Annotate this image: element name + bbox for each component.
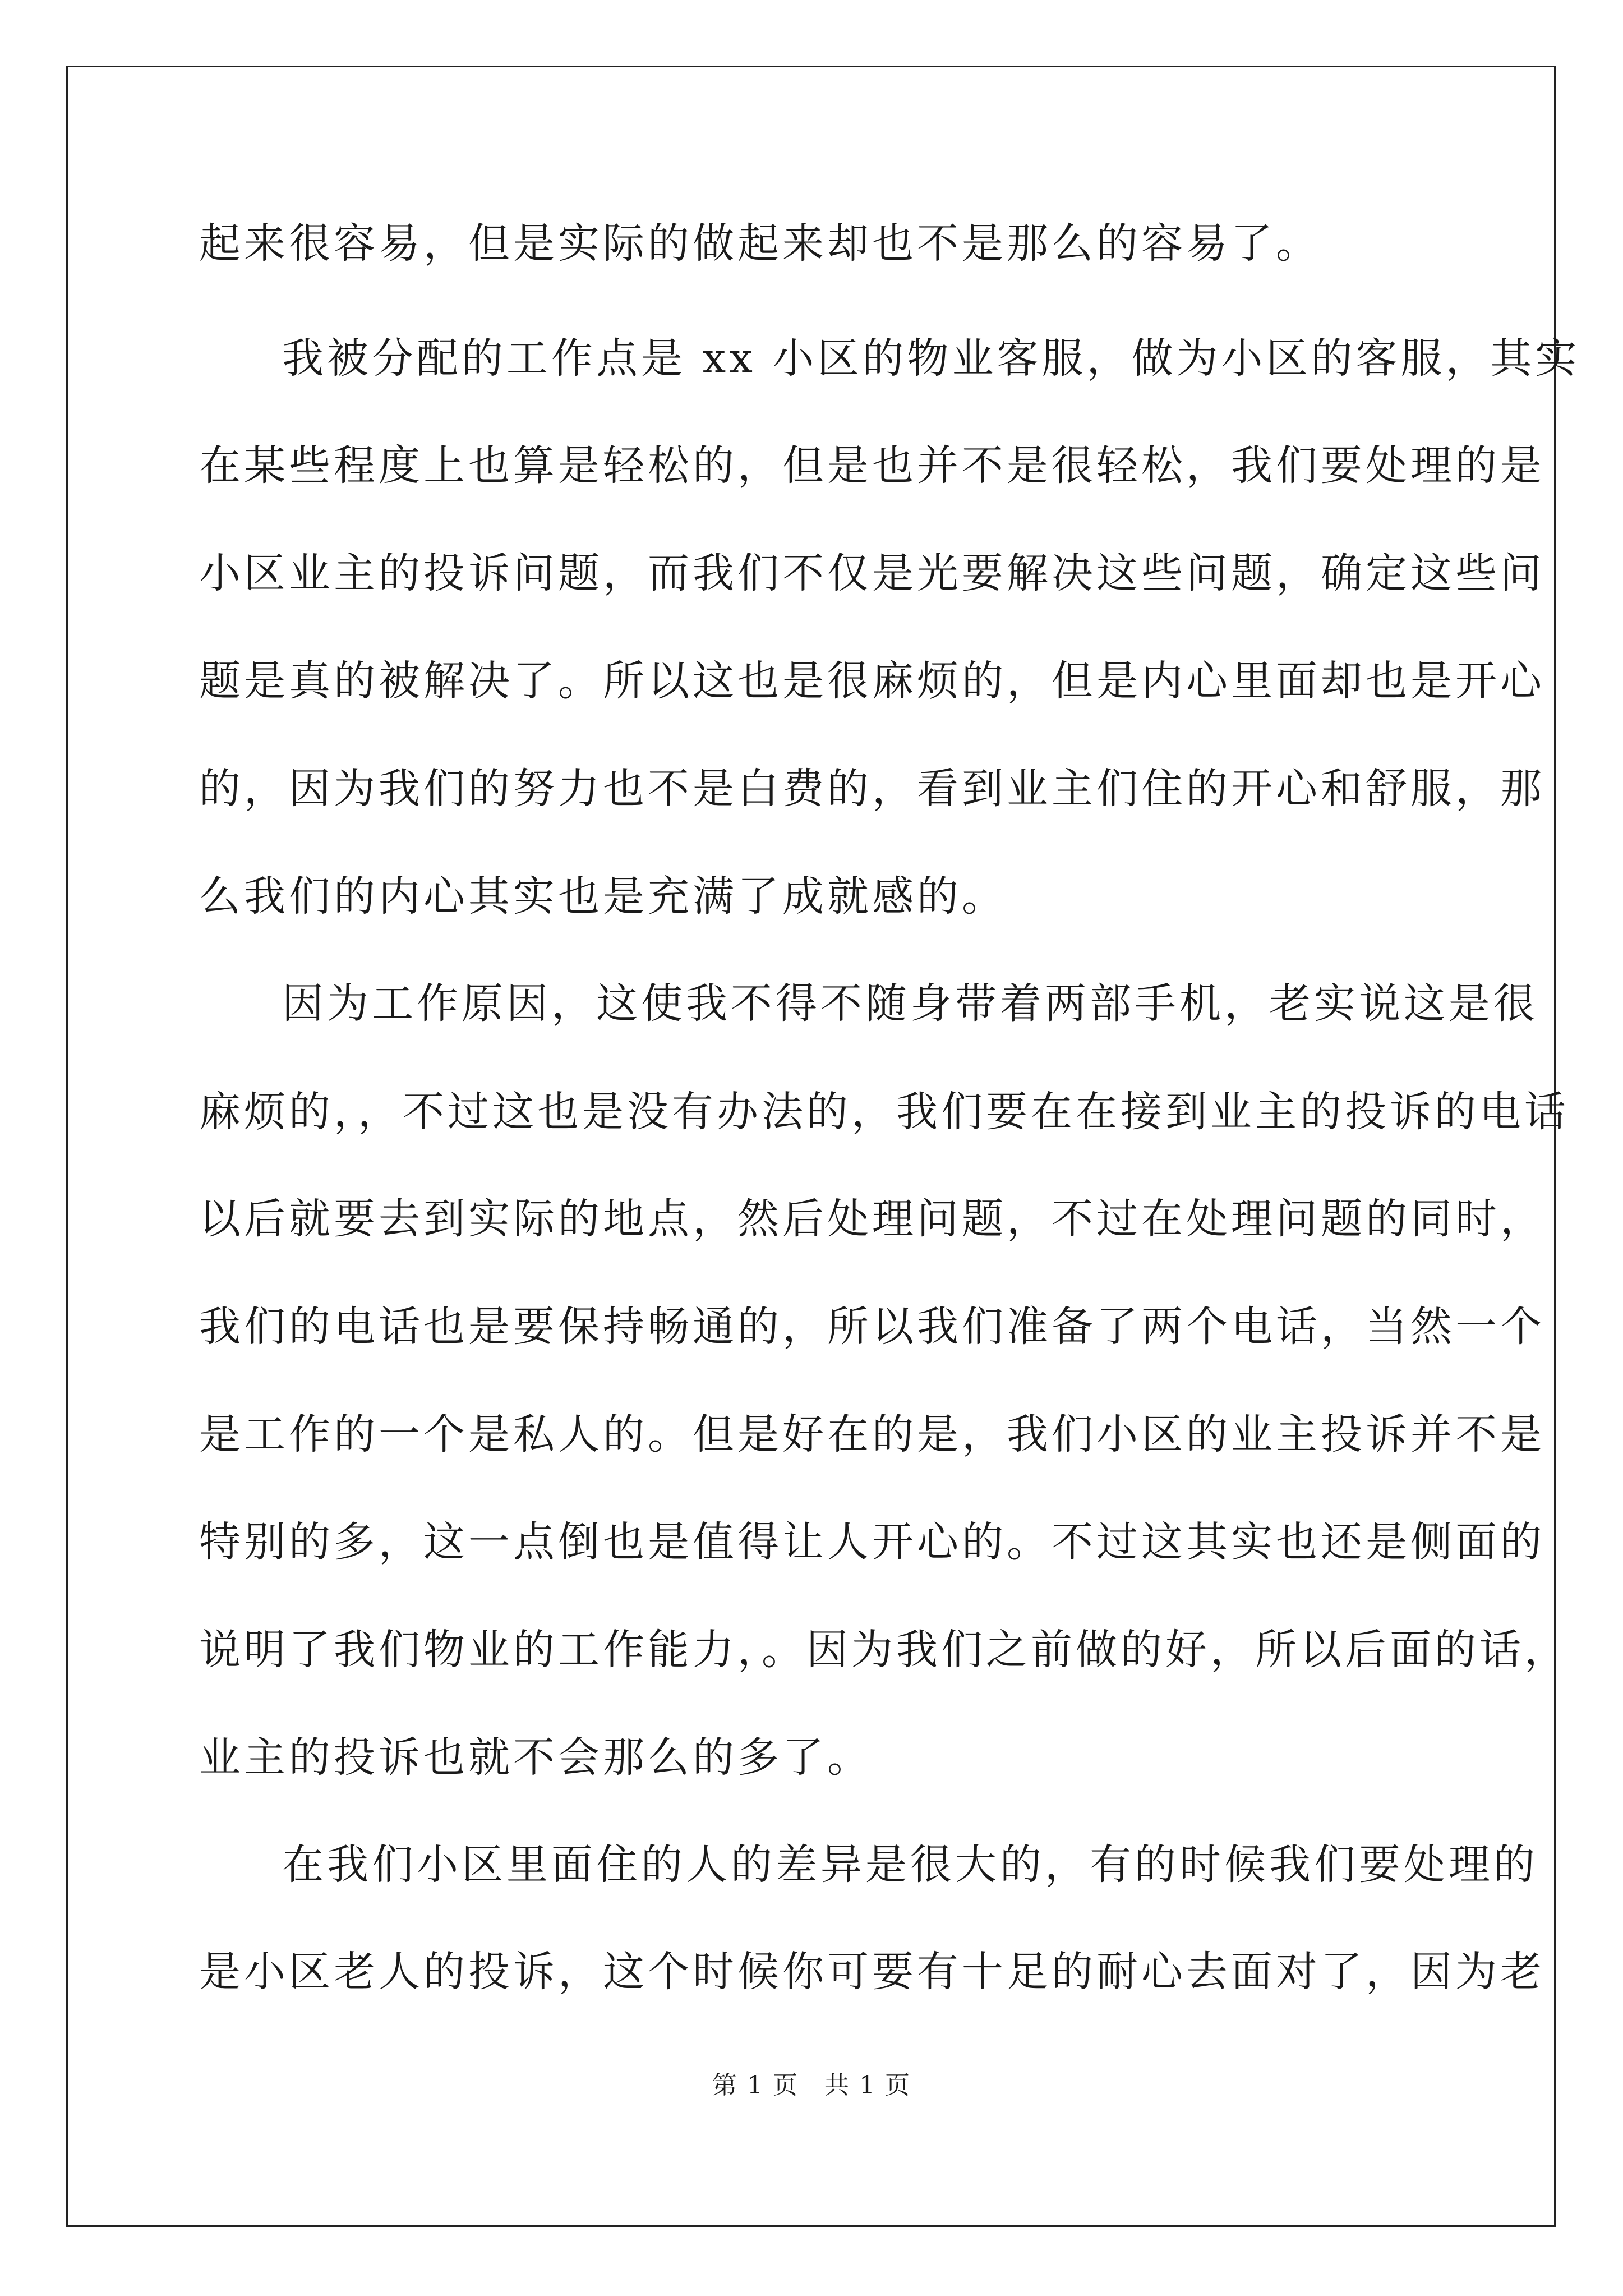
text-line: 我被分配的工作点是 xx 小区的物业客服，做为小区的客服，其实 (282, 334, 1580, 383)
text-line: 业主的投诉也就不会那么的多了。 (199, 1733, 872, 1782)
text-line: 因为工作原因，这使我不得不随身带着两部手机，老实说这是很 (282, 979, 1538, 1028)
text-line: 是工作的一个是私人的。但是好在的是，我们小区的业主投诉并不是 (199, 1410, 1545, 1458)
text-line: 以后就要去到实际的地点，然后处理问题，不过在处理问题的同时， (199, 1195, 1545, 1243)
text-line: 小区业主的投诉问题，而我们不仅是光要解决这些问题，确定这些问 (199, 549, 1545, 597)
text-line: 特别的多，这一点倒也是值得让人开心的。不过这其实也还是侧面的 (199, 1518, 1545, 1566)
text-line: 在某些程度上也算是轻松的，但是也并不是很轻松，我们要处理的是 (199, 441, 1545, 490)
text-line: 说明了我们物业的工作能力，。因为我们之前做的好，所以后面的话， (199, 1626, 1569, 1674)
text-line: 麻烦的，，不过这也是没有办法的，我们要在在接到业主的投诉的电话 (199, 1088, 1569, 1136)
page-number-footer: 第 1 页 共 1 页 (712, 2071, 911, 2100)
text-line: 是小区老人的投诉，这个时候你可要有十足的耐心去面对了，因为老 (199, 1948, 1545, 1996)
page-border (66, 66, 1556, 2227)
text-line: 题是真的被解决了。所以这也是很麻烦的，但是内心里面却也是开心 (199, 657, 1545, 705)
text-line: 么我们的内心其实也是充满了成就感的。 (199, 872, 1007, 921)
text-line: 我们的电话也是要保持畅通的，所以我们准备了两个电话，当然一个 (199, 1303, 1545, 1351)
text-line: 起来很容易，但是实际的做起来却也不是那么的容易了。 (199, 219, 1321, 268)
text-line: 的，因为我们的努力也不是白费的，看到业主们住的开心和舒服，那 (199, 765, 1545, 813)
text-line: 在我们小区里面住的人的差异是很大的，有的时候我们要处理的 (282, 1841, 1538, 1889)
